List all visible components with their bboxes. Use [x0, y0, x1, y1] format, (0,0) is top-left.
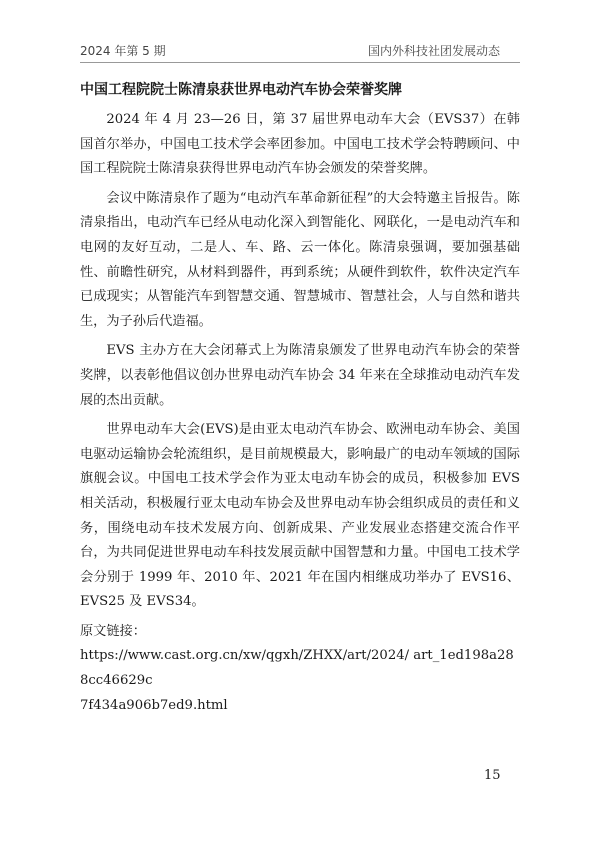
source-link-line-2[interactable]: 7f434a906b7ed9.html [80, 697, 228, 713]
header-publication: 国内外科技社团发展动态 [368, 44, 501, 58]
source-label: 原文链接： [80, 623, 146, 639]
header-divider [80, 62, 520, 63]
paragraph-2: 会议中陈清泉作了题为“电动汽车革命新征程”的大会特邀主旨报告。陈清泉指出，电动汽车已经从电动化深入到智能化、网联化，一是电动汽车和电网的友好互动，二是人、车、路、云一体化。陈清泉强调，要加强基础性、前瞻性研究，从材料到器件，再到系统；从硬件到软件，软件决定汽车已成现实；从智能汽车到智慧交通、智慧城市、智慧社会，人与自然和谐共生，为子孙后代造福。 [80, 190, 520, 329]
paragraph-4: 世界电动车大会(EVS)是由亚太电动汽车协会、欧洲电动车协会、美国电驱动运输协会轮流组织，是目前规模最大，影响最广的电动车领域的国际旗舰会议。中国电工技术学会作为亚太电动车协会的成员，积极参加 EVS 相关活动，积极履行亚太电动车协会及世界电动车协会组织成员的责任和义务，围绕电动车技术发展方向、创新成果、产业发展业态搭建交流合作平台，为共同促进世界电动车科技发展贡献中国智慧和力量。中国电工技术学会分别于 1999 年、2010 年、2021 年在国内相继成功举办了 EVS16、EVS25 及 EVS34。 [80, 422, 520, 610]
article-title: 中国工程院院士陈清泉获世界电动汽车协会荣誉奖牌 [80, 82, 402, 98]
header-issue: 2024 年第 5 期 [80, 44, 166, 58]
article-body [80, 108, 520, 718]
page-number: 15 [484, 768, 501, 783]
paragraph-1: 2024 年 4 月 23—26 日，第 37 届世界电动车大会（EVS37）在韩国首尔举办，中国电工技术学会率团参加。中国电工技术学会特聘顾问、中国工程院院士陈清泉获得世界电动汽车协会颁发的荣誉奖牌。 [80, 112, 520, 177]
source-link-line-1[interactable]: https://www.cast.org.cn/xw/qgxh/ZHXX/art/2024/ art_1ed198a288cc46629c [80, 648, 514, 689]
paragraph-3: EVS 主办方在大会闭幕式上为陈清泉颁发了世界电动汽车协会的荣誉奖牌，以表彰他倡议创办世界电动汽车协会 34 年来在全球推动电动汽车发展的杰出贡献。 [80, 343, 520, 408]
